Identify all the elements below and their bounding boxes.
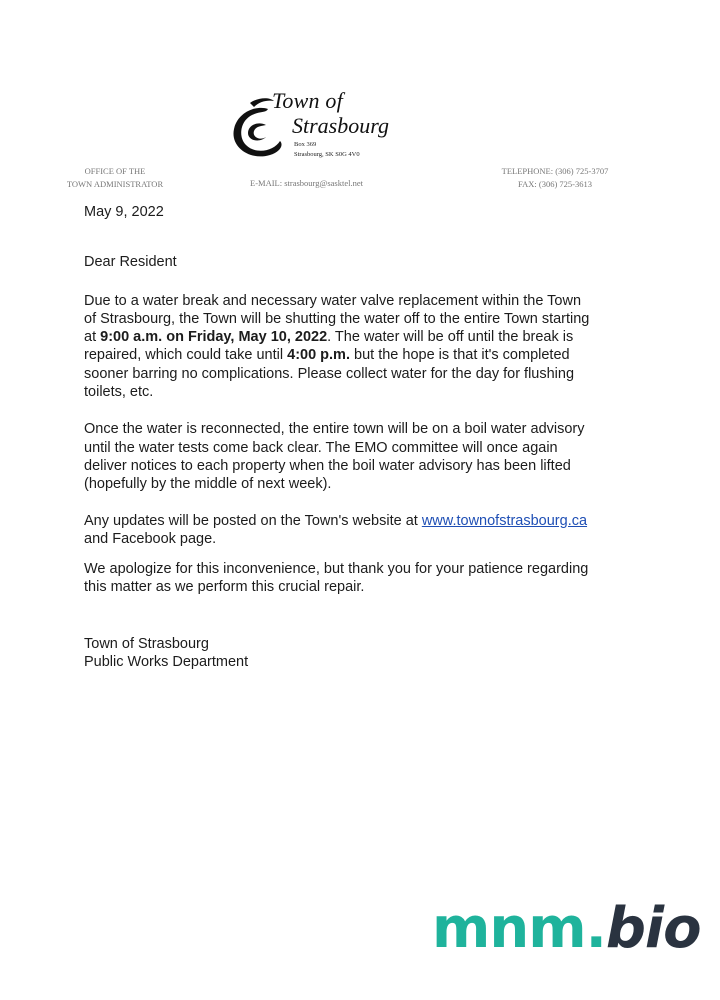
postal-address: Strasbourg, SK S0G 4V0	[294, 151, 360, 158]
email-address: E-MAIL: strasbourg@sasktel.net	[250, 178, 363, 188]
office-line-2: TOWN ADMINISTRATOR	[66, 179, 164, 189]
telephone-number: TELEPHONE: (306) 725-3707	[501, 166, 609, 176]
watermark-part-2: bio	[605, 896, 701, 961]
paragraph-updates	[84, 512, 594, 549]
town-website-link[interactable]: www.townofstrasbourg.ca	[421, 512, 588, 529]
postal-box: Box 369	[294, 141, 317, 148]
letter-date: May 9, 2022	[84, 204, 164, 220]
para3-text-2: and Facebook page.	[84, 530, 217, 547]
town-of-heading: Town of	[272, 88, 343, 113]
fax-number: FAX: (306) 725-3613	[518, 179, 592, 189]
watermark-part-1: mnm.	[432, 896, 606, 961]
paragraph-boil-advisory: Once the water is reconnected, the entire town will be on a boil water advisory until the water tests come back clear. The EMO committee will once again deliver notices to each property when the boil water advisory has been lifted (hopefully by the middle of next week).	[84, 421, 585, 493]
para1-text-1: Due to a water break and necessary water valve replacement within the Town of Strasbourg, the Town will be shutting the water off to the entire Town starting at	[84, 292, 590, 346]
para1-text-2: . The water will be off until the break is repaired, which could take until	[84, 329, 574, 364]
letter-body	[84, 203, 594, 671]
letter-greeting: Dear Resident	[84, 254, 177, 271]
shutoff-end-time: 4:00 p.m.	[287, 347, 350, 364]
watermark-logo	[432, 896, 701, 961]
letterhead	[0, 0, 720, 200]
contact-numbers	[470, 165, 640, 191]
signature-department: Public Works Department	[84, 654, 249, 671]
office-of-administrator	[40, 165, 190, 191]
para1-text-3: but the hope is that it's completed sooner barring no complications. Please collect water for the day for flushing toilets, etc.	[84, 347, 575, 401]
paragraph-apology: We apologize for this inconvenience, but thank you for your patience regarding this matter as we perform this crucial repair.	[84, 561, 589, 596]
office-line-1: OFFICE OF THE	[84, 166, 146, 176]
strasbourg-heading: Strasbourg	[292, 113, 389, 138]
paragraph-shutoff-notice	[84, 292, 594, 402]
shutoff-start-time: 9:00 a.m. on Friday, May 10, 2022	[100, 329, 328, 346]
signature-town: Town of Strasbourg	[84, 635, 209, 652]
para3-text-1: Any updates will be posted on the Town's website at	[84, 512, 422, 529]
